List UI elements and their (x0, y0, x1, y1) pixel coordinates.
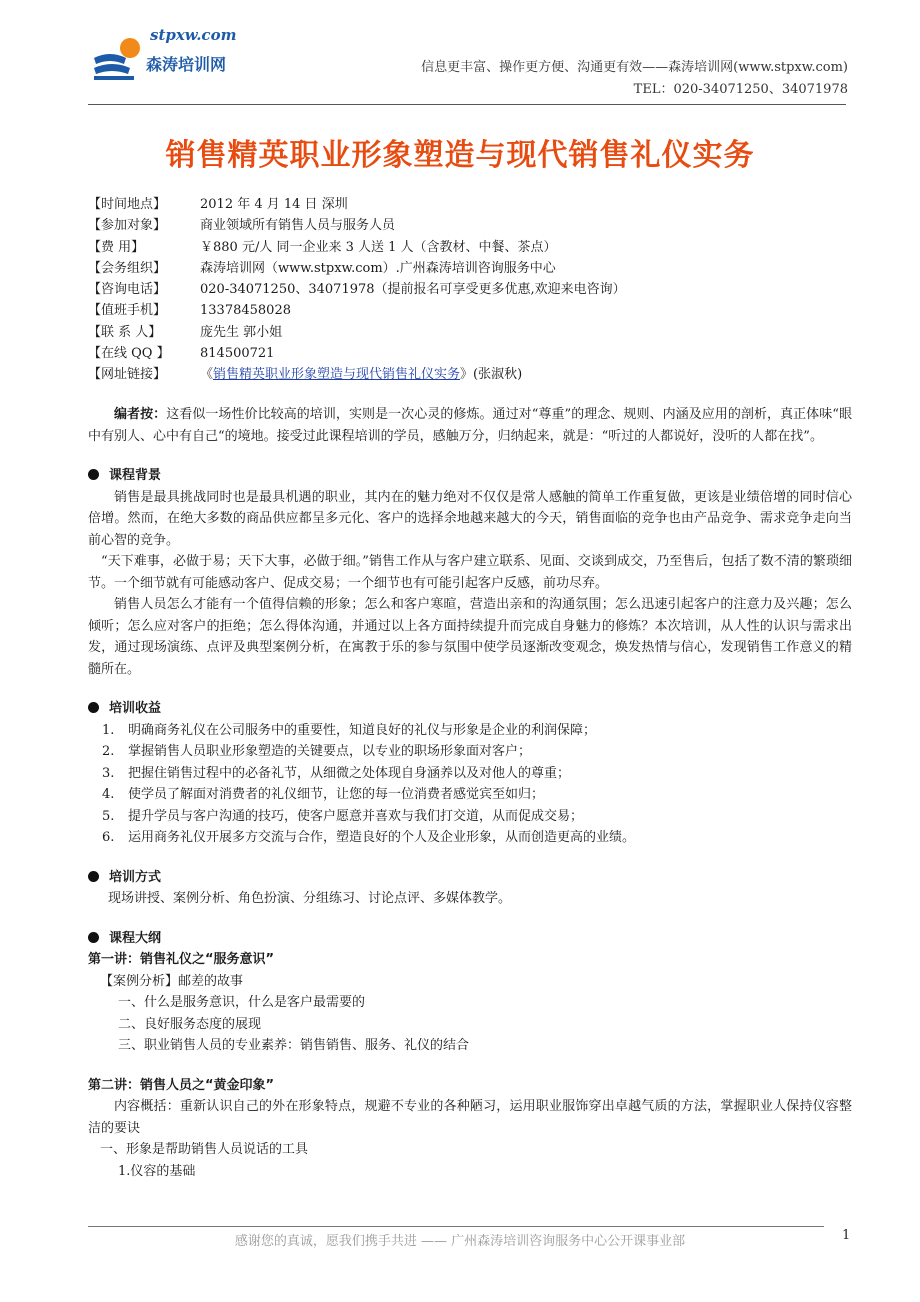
info-value: 814500721 (200, 346, 275, 362)
info-value: 森涛培训网（www.stpxw.com）.广州森涛培训咨询服务中心 (200, 260, 556, 276)
document-body (88, 404, 852, 1182)
lecture-2-summary: 内容概括：重新认识自己的外在形象特点，规避不专业的各种陋习，运用职业服饰穿出卓越气质的方法，掌握职业人保持仪容整洁的要诀 (88, 1099, 852, 1136)
event-info-block (88, 194, 848, 386)
lecture-1-case: 【案例分析】邮差的故事 (100, 973, 244, 989)
info-label: 【费 用】 (88, 239, 145, 255)
section-heading-text: 课程背景 (109, 468, 162, 483)
section-heading-text: 课程大纲 (109, 930, 162, 946)
info-label: 【会务组织】 (88, 260, 167, 276)
list-item-number: 6. (102, 830, 115, 845)
info-row-fee (88, 237, 848, 258)
list-item-number: 1. (102, 722, 115, 738)
header-slogan: 信息更丰富、操作更方便、沟通更有效——森涛培训网(www.stpxw.com) (421, 60, 848, 75)
info-row-qq (88, 343, 848, 364)
list-item (102, 763, 852, 785)
site-logo[interactable] (90, 26, 260, 90)
info-label: 【参加对象】 (88, 218, 167, 234)
logo-url-text: stpxw.com (150, 26, 237, 44)
list-item (102, 741, 852, 763)
list-item-number: 5. (102, 808, 115, 824)
info-label: 【咨询电话】 (88, 282, 167, 298)
info-value: 2012 年 4 月 14 日 深圳 (200, 197, 348, 212)
lecture-2-title: 第二讲：销售人员之“黄金印象” (88, 1077, 275, 1093)
list-item-number: 4. (102, 787, 115, 802)
section-heading-method (88, 867, 852, 889)
outline-item: 一、什么是服务意识，什么是客户最需要的 (118, 995, 366, 1010)
document-title: 销售精英职业形象塑造与现代销售礼仪实务 (165, 138, 755, 173)
section-heading-text: 培训收益 (109, 701, 162, 716)
info-row-mobile (88, 300, 848, 321)
editor-note-label: 编者按： (114, 407, 167, 422)
info-row-contact (88, 322, 848, 343)
link-close-bracket: 》(张淑秋) (460, 367, 523, 383)
list-item-text: 掌握销售人员职业形象塑造的关键要点，以专业的职场形象面对客户； (128, 744, 532, 759)
section-heading-benefits (88, 698, 852, 720)
course-link[interactable]: 销售精英职业形象塑造与现代销售礼仪实务 (213, 367, 461, 383)
background-paragraph: “天下难事，必做于易；天下大事，必做于细。”销售工作从与客户建立联系、见面、交谈到成交，乃至售后，包括了数不清的繁琐细节。一个细节就有可能感动客户、促成交易；一个细节也有可能引起客户反感，前功尽弃。 (88, 554, 852, 591)
info-value: 13378458028 (200, 303, 291, 319)
bullet-icon (88, 871, 99, 882)
info-label: 【时间地点】 (88, 197, 167, 212)
section-heading-text: 培训方式 (109, 869, 162, 885)
info-row-phone (88, 279, 848, 300)
list-item-number: 2. (102, 744, 115, 759)
logo-mark-icon (90, 36, 146, 82)
benefits-list (88, 720, 852, 849)
info-value: ￥880 元/人 同一企业来 3 人送 1 人（含教材、中餐、茶点） (200, 239, 557, 255)
list-item (102, 720, 852, 742)
info-row-audience (88, 215, 848, 236)
info-label: 【联 系 人】 (88, 324, 162, 340)
section-heading-background (88, 465, 852, 487)
list-item (102, 806, 852, 828)
info-value: 庞先生 郭小姐 (200, 324, 283, 340)
list-item-text: 把握住销售过程中的必备礼节，从细微之处体现自身涵养以及对他人的尊重； (128, 765, 571, 781)
info-value: 商业领域所有销售人员与服务人员 (200, 218, 396, 234)
editor-note (88, 404, 852, 447)
background-paragraph: 销售人员怎么才能有一个值得信赖的形象；怎么和客户寒暄，营造出亲和的沟通氛围；怎么迅速引起客户的注意力及兴趣；怎么倾听；怎么应对客户的拒绝；怎么得体沟通，并通过以上各方面持续提升而完成自身魅力的修炼？本次培训，从人性的认识与需求出发，通过现场演练、点评及典型案例分析，在寓教于乐的参与氛围中使学员逐渐改变观念，焕发热情与信心，发现销售工作意义的精髓所在。 (88, 597, 852, 677)
editor-note-text: 这看似一场性价比较高的培训，实则是一次心灵的修炼。通过对“尊重”的理念、规则、内涵及应用的剖析，真正体味“眼中有别人、心中有自己“的境地。接受过此课程培训的学员，感触万分，归纳起来，就是：“听过的人都说好，没听的人都在找”。 (88, 407, 852, 444)
outline-item: 一、形象是帮助销售人员说话的工具 (100, 1142, 309, 1157)
list-item-text: 使学员了解面对消费者的礼仪细节，让您的每一位消费者感觉宾至如归； (128, 787, 545, 802)
outline-item: 二、良好服务态度的展现 (118, 1016, 262, 1032)
list-item-number: 3. (102, 765, 115, 781)
footer-divider (88, 1226, 824, 1227)
link-open-bracket: 《 (200, 367, 214, 383)
info-row-organizer (88, 258, 848, 279)
bullet-icon (88, 932, 99, 943)
info-value (200, 364, 522, 385)
list-item (102, 827, 852, 849)
header-phone: TEL：020-34071250、34071978 (633, 82, 848, 97)
page-header (0, 0, 920, 112)
bullet-icon (88, 469, 99, 480)
info-label: 【网址链接】 (88, 367, 167, 383)
header-divider (88, 104, 846, 105)
list-item-text: 提升学员与客户沟通的技巧，使客户愿意并喜欢与我们打交道，从而促成交易； (128, 808, 584, 824)
lecture-1-title: 第一讲：销售礼仪之“服务意识” (88, 952, 275, 967)
outline-item: 三、职业销售人员的专业素养：销售销售、服务、礼仪的结合 (118, 1038, 470, 1053)
list-item-text: 明确商务礼仪在公司服务中的重要性，知道良好的礼仪与形象是企业的利润保障； (128, 722, 597, 738)
list-item (102, 784, 852, 806)
footer-text: 感谢您的真诚，愿我们携手共进 —— 广州森涛培训咨询服务中心公开课事业部 (234, 1234, 686, 1249)
method-text: 现场讲授、案例分析、角色扮演、分组练习、讨论点评、多媒体教学。 (108, 891, 512, 906)
info-row-link (88, 364, 848, 385)
list-item-text: 运用商务礼仪开展多方交流与合作，塑造良好的个人及企业形象，从而创造更高的业绩。 (128, 830, 636, 845)
page-number: 1 (842, 1228, 851, 1243)
info-value: 020-34071250、34071978（提前报名可享受更多优惠,欢迎来电咨询） (200, 282, 626, 298)
bullet-icon (88, 702, 99, 713)
background-paragraph: 销售是最具挑战同时也是最具机遇的职业，其内在的魅力绝对不仅仅是常人感触的简单工作重复做，更该是业绩倍增的同时信心倍增。然而，在绝大多数的商品供应都呈多元化、客户的选择余地越来越大的今天，销售面临的竞争也由产品竞争、需求竞争走向当前心智的竞争。 (88, 489, 852, 548)
outline-item: 1.仪容的基础 (118, 1163, 196, 1179)
logo-name-text: 森涛培训网 (146, 55, 227, 74)
section-heading-outline (88, 928, 852, 950)
info-row-time-place (88, 194, 848, 215)
info-label: 【值班手机】 (88, 303, 167, 319)
info-label: 【在线 QQ 】 (88, 346, 170, 362)
